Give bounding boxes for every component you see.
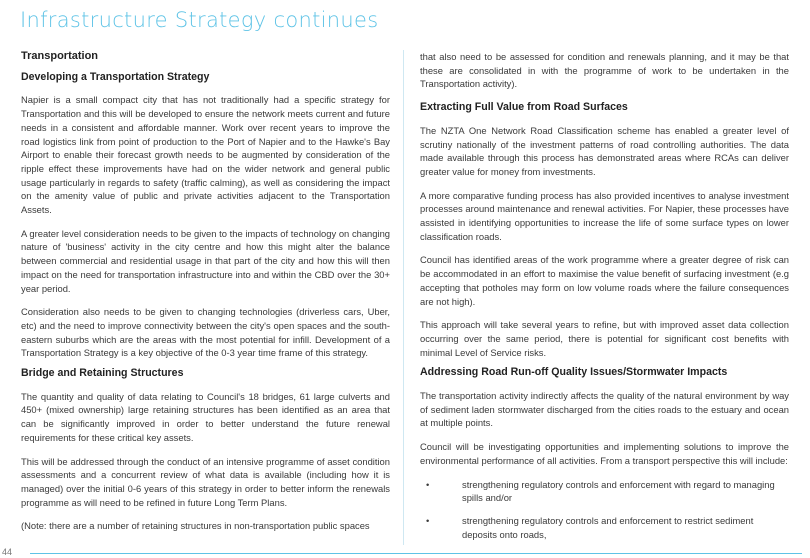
paragraph: Napier is a small compact city that has not traditionally had a specific strategy for Transportation and this will be developed to ensure the network meets current and future needs in a consistent and affordable manner. Work over recent years to improve the road logistics link from point of production to the Port of Napier and to the Hawke's Bay Airport to enable their forecast growth needs to be augmented by consideration of the ripple effect these improvements have had on the wider network and general public usage particularly in regards to safety (traffic calming), as well as considering the impact on the amenity value of public and private activities adjacent to the Transportation Assets. bbox=[21, 94, 390, 216]
subheading-road-runoff: Addressing Road Run-off Quality Issues/Stormwater Impacts bbox=[420, 366, 728, 379]
section-heading-transportation: Transportation bbox=[21, 50, 99, 62]
paragraph: Council has identified areas of the work programme where a greater degree of risk can be accommodated in an effort to maximise the value benefit of surfacing investment (e.g accepting that potholes may form on low volume roads where the failure consequences are not high). bbox=[420, 254, 789, 307]
page-title: Infrastructure Strategy continues bbox=[20, 8, 379, 32]
paragraph: The NZTA One Network Road Classification scheme has enabled a greater level of scrutiny nationally of the investment patterns of road controlling authorities. The data made available through this process has demonstrated areas where RCAs can deliver greater value for money from investments. bbox=[420, 124, 789, 177]
list-item bbox=[420, 478, 789, 505]
left-column bbox=[21, 50, 390, 543]
subheading-road-surfaces: Extracting Full Value from Road Surfaces bbox=[420, 101, 628, 114]
paragraph: This approach will take several years to refine, but with improved asset data collection occurring over the same period, there is potential for significant cost benefits with minimal Level of Service risks. bbox=[420, 319, 789, 358]
paragraph: This will be addressed through the conduct of an intensive programme of asset condition assessments and a concurrent review of what data is available (including how it is managed) over the initial 0-6 years of this strategy in order to better inform the renewals programme as will need to be refined in future Long Term Plans. bbox=[21, 455, 390, 508]
paragraph: Council will be investigating opportunities and implementing solutions to improve the environmental performance of all activities. From a transport perspective this will include: bbox=[420, 441, 789, 466]
paragraph: The quantity and quality of data relating to Council's 18 bridges, 61 large culverts and 450+ (mixed ownership) large retaining structures has been identified as an area that can be significantly improved in order to better understand the future renewal requirements for these critical key assets. bbox=[21, 390, 390, 443]
paragraph: The transportation activity indirectly affects the quality of the natural environment by way of sediment laden stormwater discharged from the cities roads to the estuary and ocean at multiple points. bbox=[420, 390, 789, 429]
bullet-icon: • bbox=[426, 478, 430, 490]
subheading-bridge-retaining: Bridge and Retaining Structures bbox=[21, 367, 184, 380]
list-item bbox=[420, 514, 789, 541]
page-number: 44 bbox=[2, 547, 13, 557]
footer-rule bbox=[30, 553, 802, 554]
paragraph: A greater level consideration needs to be given to the impacts of technology on changing nature of 'business' activity in the city centre and how this might alter the balance between commercial and residential usage in that part of the city and how this will then impact on the need for transportation infrastructure into and within the CBD over the 30+ year period. bbox=[21, 227, 390, 294]
bullet-list bbox=[420, 478, 789, 542]
paragraph: that also need to be assessed for condition and renewals planning, and it may be that these are consolidated in with the programme of work to be undertaken in the Transportation activity). bbox=[420, 51, 789, 90]
right-column bbox=[420, 50, 789, 550]
list-item-text: strengthening regulatory controls and enforcement to restrict sediment deposits onto roads, bbox=[462, 514, 754, 540]
paragraph: (Note: there are a number of retaining structures in non-transportation public spaces bbox=[21, 520, 370, 532]
bullet-icon: • bbox=[426, 514, 430, 526]
subheading-transportation-strategy: Developing a Transportation Strategy bbox=[21, 70, 210, 83]
list-item-text: strengthening regulatory controls and enforcement with regard to managing spills and/or bbox=[462, 478, 775, 504]
paragraph: Consideration also needs to be given to changing technologies (driverless cars, Uber, etc) and the need to improve connectivity between the city's open spaces and the south-eastern suburbs which are the areas with the most potential for infill. Development of a Transportation Strategy is a key objective of the 0-3 year time frame of this strategy. bbox=[21, 306, 390, 359]
column-divider bbox=[403, 50, 404, 545]
paragraph: A more comparative funding process has also provided incentives to analyse investment processes around maintenance and renewal activities. For Napier, these processes have assisted in identifying opportunities to increase the life of some surface types on lower classification roads. bbox=[420, 189, 789, 242]
